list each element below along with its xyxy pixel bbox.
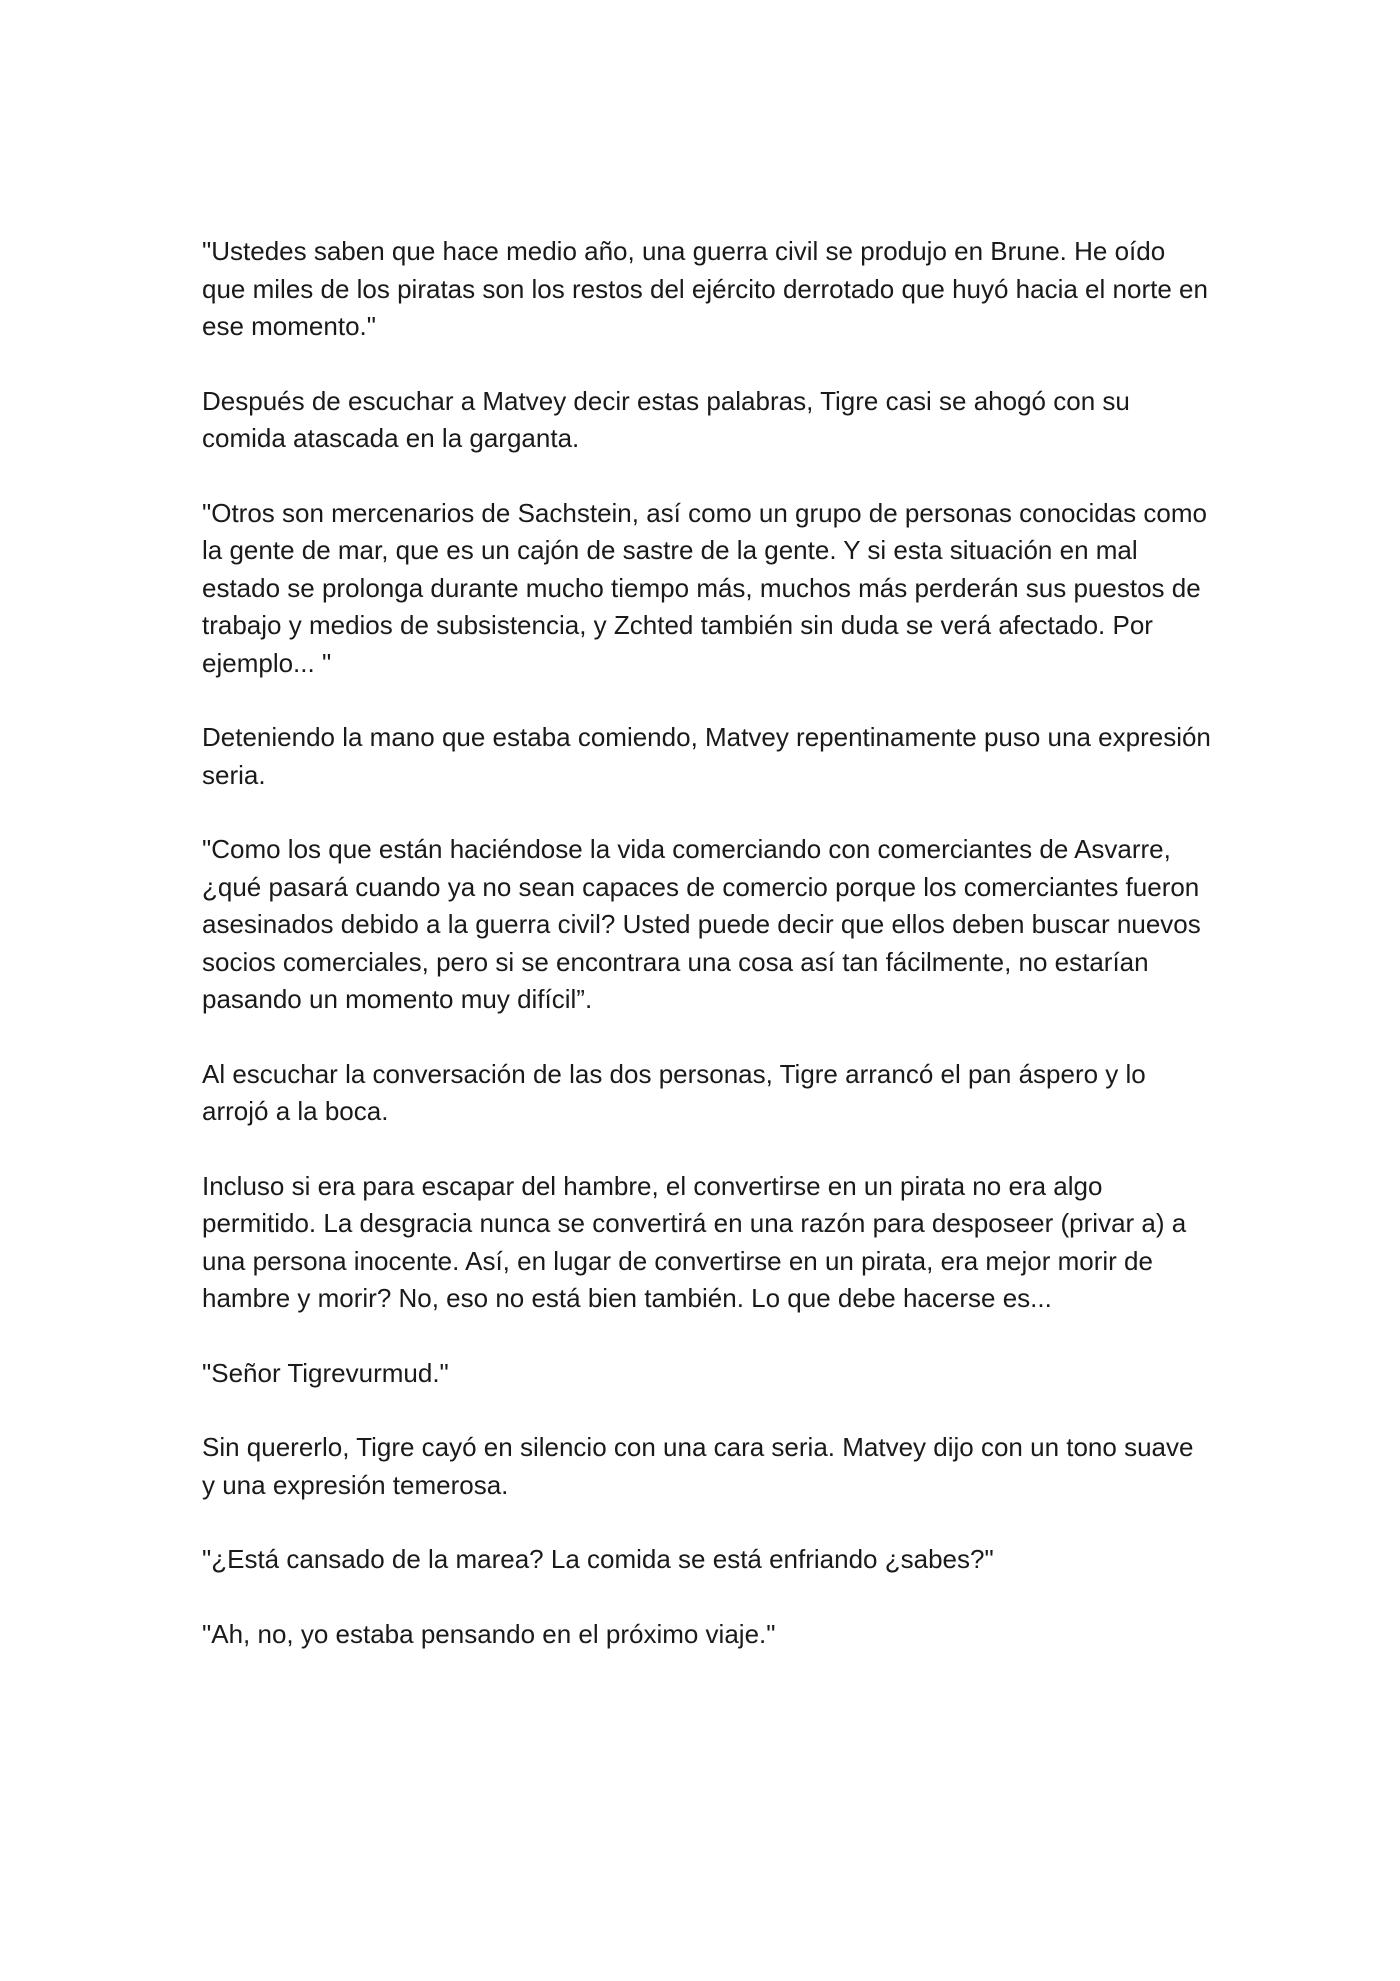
paragraph: "Otros son mercenarios de Sachstein, así como un grupo de personas conocidas como la gente de mar, que es un cajón de sastre de la gente. Y si esta situación en mal estado se prolonga durante mucho tiempo más, muchos más perderán sus puestos de trabajo y medios de subsistencia, y Zchted también sin duda se verá afectado. Por ejemplo... ": [202, 497, 1207, 678]
paragraph: Al escuchar la conversación de las dos personas, Tigre arrancó el pan áspero y lo arrojó a la boca.: [202, 1058, 1146, 1126]
paragraph: "Como los que están haciéndose la vida comerciando con comerciantes de Asvarre, ¿qué pasará cuando ya no sean capaces de comercio porque los comerciantes fueron asesinados debido a la guerra civil? Usted puede decir que ellos deben buscar nuevos socios comerciales, pero si se encontrara una cosa así tan fácilmente, no estarían pasando un momento muy difícil”.: [202, 834, 1201, 1014]
paragraph: "¿Está cansado de la marea? La comida se está enfriando ¿sabes?": [202, 1544, 994, 1574]
paragraph: Después de escuchar a Matvey decir estas palabras, Tigre casi se ahogó con su comida atascada en la garganta.: [202, 385, 1130, 453]
paragraph: Incluso si era para escapar del hambre, el convertirse en un pirata no era algo permitido. La desgracia nunca se convertirá en una razón para desposeer (privar a) a una persona inocente. Así, en lugar de convertirse en un pirata, era mejor morir de hambre y morir? No, eso no está bien también. Lo que debe hacerse es...: [202, 1170, 1187, 1313]
paragraph: "Señor Tigrevurmud.": [202, 1357, 449, 1388]
paragraph: "Ustedes saben que hace medio año, una guerra civil se produjo en Brune. He oído que miles de los piratas son los restos del ejército derrotado que huyó hacia el norte en ese momento.": [202, 236, 1208, 341]
document-body: [202, 233, 1212, 1690]
paragraph: "Ah, no, yo estaba pensando en el próximo viaje.": [202, 1618, 776, 1649]
paragraph: Deteniendo la mano que estaba comiendo, Matvey repentinamente puso una expresión seria.: [202, 722, 1211, 790]
paragraph: Sin quererlo, Tigre cayó en silencio con una cara seria. Matvey dijo con un tono suave y una expresión temerosa.: [202, 1432, 1194, 1500]
